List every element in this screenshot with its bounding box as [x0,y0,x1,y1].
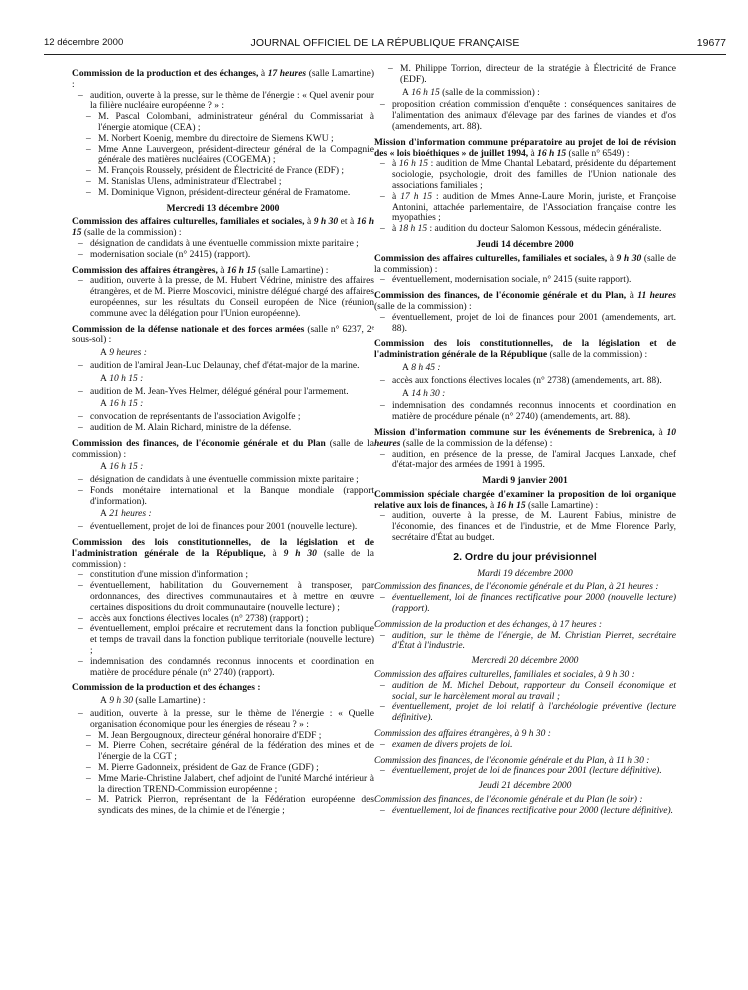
page-header [44,37,726,51]
list-item: – examen de divers projets de loi. [374,740,676,751]
block-production-2: Commission de la production et des échanges : A 9 h 30 (salle Lamartine) : – audition, ouverte à la presse, sur le thème de l'énergie : « Quelle organisation économique pour les énergies de réseau ? » : – M. Jean Bergougnoux, directeur général honoraire d'EDF ; – M. Pierre Cohen, secrétaire général de la fédération des mines et de l'énergie de la CGT ; – M. Pierre Gadonneix, président de Gaz de France (GDF) ; – Mme Marie-Christine Jalabert, chef adjoint de l'unité Marché intérieur à la direction TREND-Commission européenne ; – M. Patrick Pierron, représentant de la Fédération européenne des syndicats des mines, de la chimie et de l'énergie ; [72,683,374,817]
list-item: – audition, ouverte à la presse, de M. Hubert Védrine, ministre des affaires étrangères, et de M. Pierre Moscovici, ministre délégué chargé des affaires européennes, sur les résultats du Conseil européen de Nice (réunion commune avec la délégation pour l'Union européenne). [72,276,374,319]
journal-title: JOURNAL OFFICIEL DE LA RÉPUBLIQUE FRANÇAISE [250,37,520,49]
day-heading: Mercredi 13 décembre 2000 [166,203,280,214]
list-item: – accès aux fonctions électives locales (n° 2738) (rapport) ; [72,614,374,625]
list-item: – éventuellement, projet de loi de finances pour 2001 (amendements, art. 88). [374,313,676,335]
list-item: – convocation de représentants de l'association Avigolfe ; [72,412,374,423]
block-time: 16 h 15 [537,148,567,159]
hour-label: 10 h 15 [109,373,138,384]
block-speciale: Commission spéciale chargée d'examiner la proposition de loi organique relative aux lois de finances, à 16 h 15 (salle Lamartine) : – audition, ouverte à la presse, de M. Laurent Fabius, ministre de l'économie, des finances et de l'industrie, et de Mme Florence Parly, secrétaire d'État au budget. [374,490,676,544]
page-number: 19677 [696,37,726,49]
hour-label: 9 heures [109,348,142,359]
block-lois-2: Commission des lois constitutionnelles, de la législation et de l'administration générale de la République (salle de la commission) : A 8 h 45 : – accès aux fonctions électives locales (n° 2738) (amendements, art. 88). A 14 h 30 : – indemnisation des condamnés reconnus innocents et coordination en matière de procédure pénale (n° 2740) (amendements, art. 88). [374,339,676,423]
block-bioethique: Mission d'information commune préparatoire au projet de loi de révision des « lois bioéthiques » de juillet 1994, à 16 h 15 (salle n° 6549) : – à 16 h 15 : audition de Mme Chantal Lebatard, présidente du département sociologie, psychologie, droit des familles de l'Union nationale des associations familiales ; – à 17 h 15 : audition de Mmes Anne-Laure Morin, juriste, et Françoise Antonini, attachée parlementaire, de l'Association française contre les myopathies ; – à 18 h 15 : audition du docteur Salomon Kessous, médecin généraliste. [374,138,676,235]
section-title: 2. Ordre du jour prévisionnel [453,550,597,563]
list-item: – audition, ouverte à la presse, sur le thème de l'énergie : « Quelle organisation économique pour les énergies de réseau ? » : [72,709,374,731]
list-item: – M. Norbert Koenig, membre du directoire de Siemens KWU ; [72,134,374,145]
block-etrangeres: Commission des affaires étrangères, à 16 h 15 (salle Lamartine) : – audition, ouverte à la presse, de M. Hubert Védrine, ministre des affaires étrangères, et de M. Pierre Moscovici, ministre délégué chargé des affaires européennes, sur les résultats du Conseil européen de Nice (réunion commune avec la délégation pour l'Union européenne). [72,266,374,320]
list-item: – constitution d'une mission d'information ; [72,570,374,581]
list-item: – proposition création commission d'enquête : conséquences sanitaires de l'alimentation des animaux d'élevage par des farines de viandes et d'os (amendements, art. 88). [374,100,676,132]
block-heading: Commission de la production et des échanges, [72,69,259,79]
block-room: (salle de la commission) : [442,87,540,98]
block-heading: Commission des affaires culturelles, familiales et sociales, [72,217,305,228]
block-heading: Commission des finances, de l'économie générale et du Plan [72,438,326,449]
item-text: audition de Mme Chantal Lebatard, présidente du département sociologie, psychologie, droit des familles de l'Union nationale des associations familiales ; [392,159,676,191]
block-culture: Commission des affaires culturelles, familiales et sociales, à 9 h 30 et à 16 h 15 (salle de la commission) : – désignation de candidats à une éventuelle commission mixte paritaire ; – modernisation sociale (n° 2415) (rapport). [72,217,374,260]
block-time: 9 h 30 [283,548,317,559]
right-column [374,64,676,817]
block-finances: Commission des finances, de l'économie générale et du Plan (salle de la commission) : A 16 h 15 : – désignation de candidats à une éventuelle commission mixte paritaire ; – Fonds monétaire international et la Banque mondiale (rapport d'information). A 21 heures : – éventuellement, projet de loi de finances pour 2001 (nouvelle lecture). [72,439,374,533]
list-item: – désignation de candidats à une éventuelle commission mixte paritaire ; [72,475,374,486]
block-time: 9 h 30 [616,253,642,264]
list-item: – audition de l'amiral Jean-Luc Delaunay, chef d'état-major de la marine. [72,361,374,372]
header-date: 12 décembre 2000 [44,37,124,48]
list-item: – M. Stanislas Ulens, administrateur d'Electrabel ; [72,177,374,188]
hour-label: 14 h 30 [411,388,440,399]
block-heading: Commission des affaires culturelles, familiales et sociales, à 9 h 30 : [374,670,635,681]
list-item: – éventuellement, loi de finances rectificative pour 2000 (nouvelle lecture) (rapport). [374,593,676,615]
block-time: 16 h 15 [496,500,526,511]
list-item: – éventuellement, loi de finances rectificative pour 2000 (lecture définitive). [374,806,676,817]
hour-label: 8 h 45 [411,362,435,373]
block-production-1: Commission de la production et des échanges, à 17 heures (salle Lamartine) : – audition, ouverte à la presse, sur le thème de l'énergie : « Quel avenir pour la filière nucléaire européenne ? » : – M. Pascal Colombani, administrateur général du Commissariat à l'énergie atomique (CEA) ; – M. Norbert Koenig, membre du directoire de Siemens KWU ; – Mme Anne Lauvergeon, président-directeur général de la Compagnie générale des matières nucléaires (COGEMA) ; – M. François Roussely, président de Électricité de France (EDF) ; – M. Stanislas Ulens, administrateur d'Electrabel ; – M. Dominique Vignon, président-directeur général de Framatome. [72,69,374,199]
list-item: – M. Pierre Gadonneix, président de Gaz de France (GDF) ; [72,763,374,774]
list-item: – Mme Marie-Christine Jalabert, chef adjoint de l'unité Marché intérieur à la direction TREND-Commission européenne ; [72,774,374,796]
list-item: – M. Pierre Cohen, secrétaire général de la fédération des mines et de l'énergie de la CGT ; [72,741,374,763]
list-item: – à 17 h 15 : audition de Mmes Anne-Laure Morin, juriste, et Françoise Antonini, attachée parlementaire, de l'Association française contre les myopathies ; [374,192,676,224]
block-room: (salle Lamartine) : [72,69,375,90]
list-item: – Fonds monétaire international et la Banque mondiale (rapport d'information). [72,486,374,508]
block-time: 16 h 15 [226,265,256,276]
list-item: – audition, en présence de la presse, de l'amiral Jacques Lanxade, chef d'état-major des armées de 1991 à 1995. [374,450,676,472]
block-room: (salle de la commission) : [72,438,374,460]
list-item: – éventuellement, projet de loi de finances pour 2001 (lecture définitive). [374,766,676,777]
item-text: audition de Mmes Anne-Laure Morin, juriste, et Françoise Antonini, attachée parlementaire, de l'Association française contre les myopathies ; [392,191,677,224]
block-heading: Commission des finances, de l'économie générale et du Plan, [374,291,627,302]
list-item: – M. Patrick Pierron, représentant de la Fédération européenne des syndicats des mines, de la chimie et de l'énergie ; [72,795,374,817]
hour-label: 21 heures [109,509,147,520]
block-heading: Commission des affaires culturelles, familiales et sociales, [374,253,608,264]
block-culture-2: Commission des affaires culturelles, familiales et sociales, à 9 h 30 (salle de la commission) : – éventuellement, modernisation sociale, n° 2415 (suite rapport). [374,254,676,286]
block-heading: Commission de la production et des échanges, à 17 heures : [374,619,603,630]
left-column [72,64,374,817]
block-heading: Commission des finances, de l'économie générale et du Plan, à 21 heures : [374,582,659,593]
block-heading: Commission spéciale chargée d'examiner la proposition de loi organique relative aux lois de finances, [374,489,676,511]
list-item: – audition, ouverte à la presse, de M. Laurent Fabius, ministre de l'économie, des finances et de l'industrie, et de Mme Florence Parly, secrétaire d'État au budget. [374,511,676,543]
list-item: – audition de M. Alain Richard, ministre de la défense. [72,423,374,434]
list-item: – indemnisation des condamnés reconnus innocents et coordination en matière de procédure pénale (n° 2740) (rapport). [72,657,374,679]
block-finances-2: Commission des finances, de l'économie générale et du Plan, à 11 heures (salle de la commission) : – éventuellement, projet de loi de finances pour 2001 (amendements, art. 88). [374,291,676,334]
hour-label: 9 h 30 [109,696,133,707]
block-conjunction: et à [340,217,355,228]
hour-label: 16 h 15 [109,399,138,410]
block-time: 11 heures [637,291,677,302]
block-room: (salle n° 6549) : [568,148,630,159]
block-time: 9 h 30 [313,217,339,228]
block-heading: Commission des lois constitutionnelles, de la législation et de l'administration générale de la République, [72,538,374,559]
list-item: – Mme Anne Lauvergeon, président-directeur général de la Compagnie générale des matières nucléaires (COGEMA) ; [72,145,374,167]
list-item: – éventuellement, projet de loi de finances pour 2001 (nouvelle lecture). [72,522,374,533]
list-item: – M. François Roussely, président de Électricité de France (EDF) ; [72,166,374,177]
list-item: – M. Pascal Colombani, administrateur général du Commissariat à l'énergie atomique (CEA) ; [72,112,374,134]
hour-label: 16 h 15 [411,87,440,98]
day-heading: Jeudi 21 décembre 2000 [478,781,572,792]
list-item: – à 16 h 15 : audition de Mme Chantal Lebatard, présidente du département sociologie, psychologie, droit des familles de l'Union nationale des associations familiales ; [374,159,676,191]
block-room: (salle de la commission) : [374,253,676,275]
list-item: – audition de M. Jean-Yves Helmer, délégué général pour l'armement. [72,387,374,398]
list-item: – indemnisation des condamnés reconnus innocents et coordination en matière de procédure pénale (n° 2740) (amendements, art. 88). [374,401,676,423]
block-heading: Commission des lois constitutionnelles, de la législation et de l'administration générale de la République [374,339,676,361]
list-item: – audition, ouverte à la presse, sur le thème de l'énergie : « Quel avenir pour la filière nucléaire européenne ? » : [72,91,374,113]
list-item: – à 18 h 15 : audition du docteur Salomon Kessous, médecin généraliste. [374,224,676,235]
list-item: – éventuellement, modernisation sociale, n° 2415 (suite rapport). [374,275,676,286]
block-room: (salle de la commission de la défense) : [402,438,553,449]
list-item: – modernisation sociale (n° 2415) (rapport). [72,250,374,261]
block-room: (salle de la commission) : [549,350,648,361]
list-item: – éventuellement, habilitation du Gouvernement à transposer, par ordonnances, des directives communautaires et à mettre en œuvre certaines dispositions du droit communautaire (nouvelle lecture) ; [72,581,374,613]
list-item: – audition de M. Michel Debout, rapporteur du Conseil économique et social, sur le harcèlement moral au travail ; [374,681,676,703]
header-rule [44,54,726,55]
list-item: – éventuellement, projet de loi relatif à l'archéologie préventive (lecture définitive). [374,702,676,724]
list-item: – M. Philippe Torrion, directeur de la stratégie à Électricité de France (EDF). [374,64,676,86]
item-text: audition du docteur Salomon Kessous, médecin généraliste. [434,224,662,235]
list-item: – M. Jean Bergougnoux, directeur général honoraire d'EDF ; [72,731,374,742]
block-heading: Commission des finances, de l'économie générale et du Plan, à 11 h 30 : [374,755,650,766]
list-item: – désignation de candidats à une éventuelle commission mixte paritaire ; [72,239,374,250]
block-time: 10 heures [374,427,676,449]
list-item: – audition, sur le thème de l'énergie, de M. Christian Pierret, secrétaire d'État à l'industrie. [374,631,676,653]
block-srebrenica: Mission d'information commune sur les événements de Srebrenica, à 10 heures (salle de la commission de la défense) : – audition, en présence de la presse, de l'amiral Jacques Lanxade, chef d'état-major des armées de 1991 à 1995. [374,428,676,471]
item-time: 17 h 15 [400,191,433,202]
list-item: – éventuellement, emploi précaire et recrutement dans la fonction publique et temps de travail dans la fonction publique territoriale (nouvelle lecture) ; [72,624,374,656]
block-time: 17 heures [267,69,307,79]
block-room: (salle Lamartine) : [527,500,599,511]
block-heading: Commission des finances, de l'économie générale et du Plan (le soir) : [374,795,643,806]
block-room: (salle de la commission) : [83,228,182,239]
day-heading: Jeudi 14 décembre 2000 [476,239,574,250]
block-heading: Commission des affaires étrangères, [72,265,218,276]
block-production-2-cont: – M. Philippe Torrion, directeur de la stratégie à Électricité de France (EDF). A 16 h 15 (salle de la commission) : – proposition création commission d'enquête : conséquences sanitaires de l'alimentation des animaux d'élevage par des farines de viandes et d'os (amendements, art. 88). [374,64,676,133]
block-heading: Commission des affaires étrangères, à 9 h 30 : [374,729,551,740]
block-heading: Mission d'information commune préparatoire au projet de loi de révision des « lois bioéthiques » de juillet 1994, [374,137,676,159]
block-room: (salle Lamartine) : [135,696,206,707]
list-item: – accès aux fonctions électives locales (n° 2738) (amendements, art. 88). [374,376,676,387]
block-room: (salle n° 6237, 2ᵉ sous-sol) : [72,324,375,346]
day-heading: Mardi 19 décembre 2000 [477,568,573,579]
hour-label: 16 h 15 [109,462,138,473]
day-heading: Mercredi 20 décembre 2000 [471,656,579,667]
block-heading: Mission d'information commune sur les événements de Srebrenica, [374,427,655,438]
block-room: (salle de la commission) : [72,548,375,570]
block-room: (salle Lamartine) : [258,265,329,276]
list-item: – M. Dominique Vignon, président-directeur général de Framatome. [72,188,374,199]
item-time: 18 h 15 [398,224,428,235]
block-time: 16 h 15 [72,217,374,239]
block-heading: Commission de la défense nationale et des forces armées [72,324,305,335]
block-defense: Commission de la défense nationale et des forces armées (salle n° 6237, 2ᵉ sous-sol) : A 9 heures : – audition de l'amiral Jean-Luc Delaunay, chef d'état-major de la marine. A 10 h 15 : – audition de M. Jean-Yves Helmer, délégué général pour l'armement. A 16 h 15 : – convocation de représentants de l'association Avigolfe ; – audition de M. Alain Richard, ministre de la défense. [72,325,374,434]
day-heading: Mardi 9 janvier 2001 [482,476,568,487]
block-lois: Commission des lois constitutionnelles, de la législation et de l'administration générale de la République, à 9 h 30 (salle de la commission) : – constitution d'une mission d'information ; – éventuellement, habilitation du Gouvernement à transposer, par ordonnances, des directives communautaires et à mettre en œuvre certaines dispositions du droit communautaire (nouvelle lecture) ; – accès aux fonctions électives locales (n° 2738) (rapport) ; – éventuellement, emploi précaire et recrutement dans la fonction publique et temps de travail dans la fonction publique territoriale (nouvelle lecture) ; – indemnisation des condamnés reconnus innocents et coordination en matière de procédure pénale (n° 2740) (rapport). [72,538,374,678]
block-room: (salle de la commission) : [374,301,472,312]
block-heading: Commission de la production et des échanges : [72,683,261,694]
item-time: 16 h 15 [398,159,428,170]
